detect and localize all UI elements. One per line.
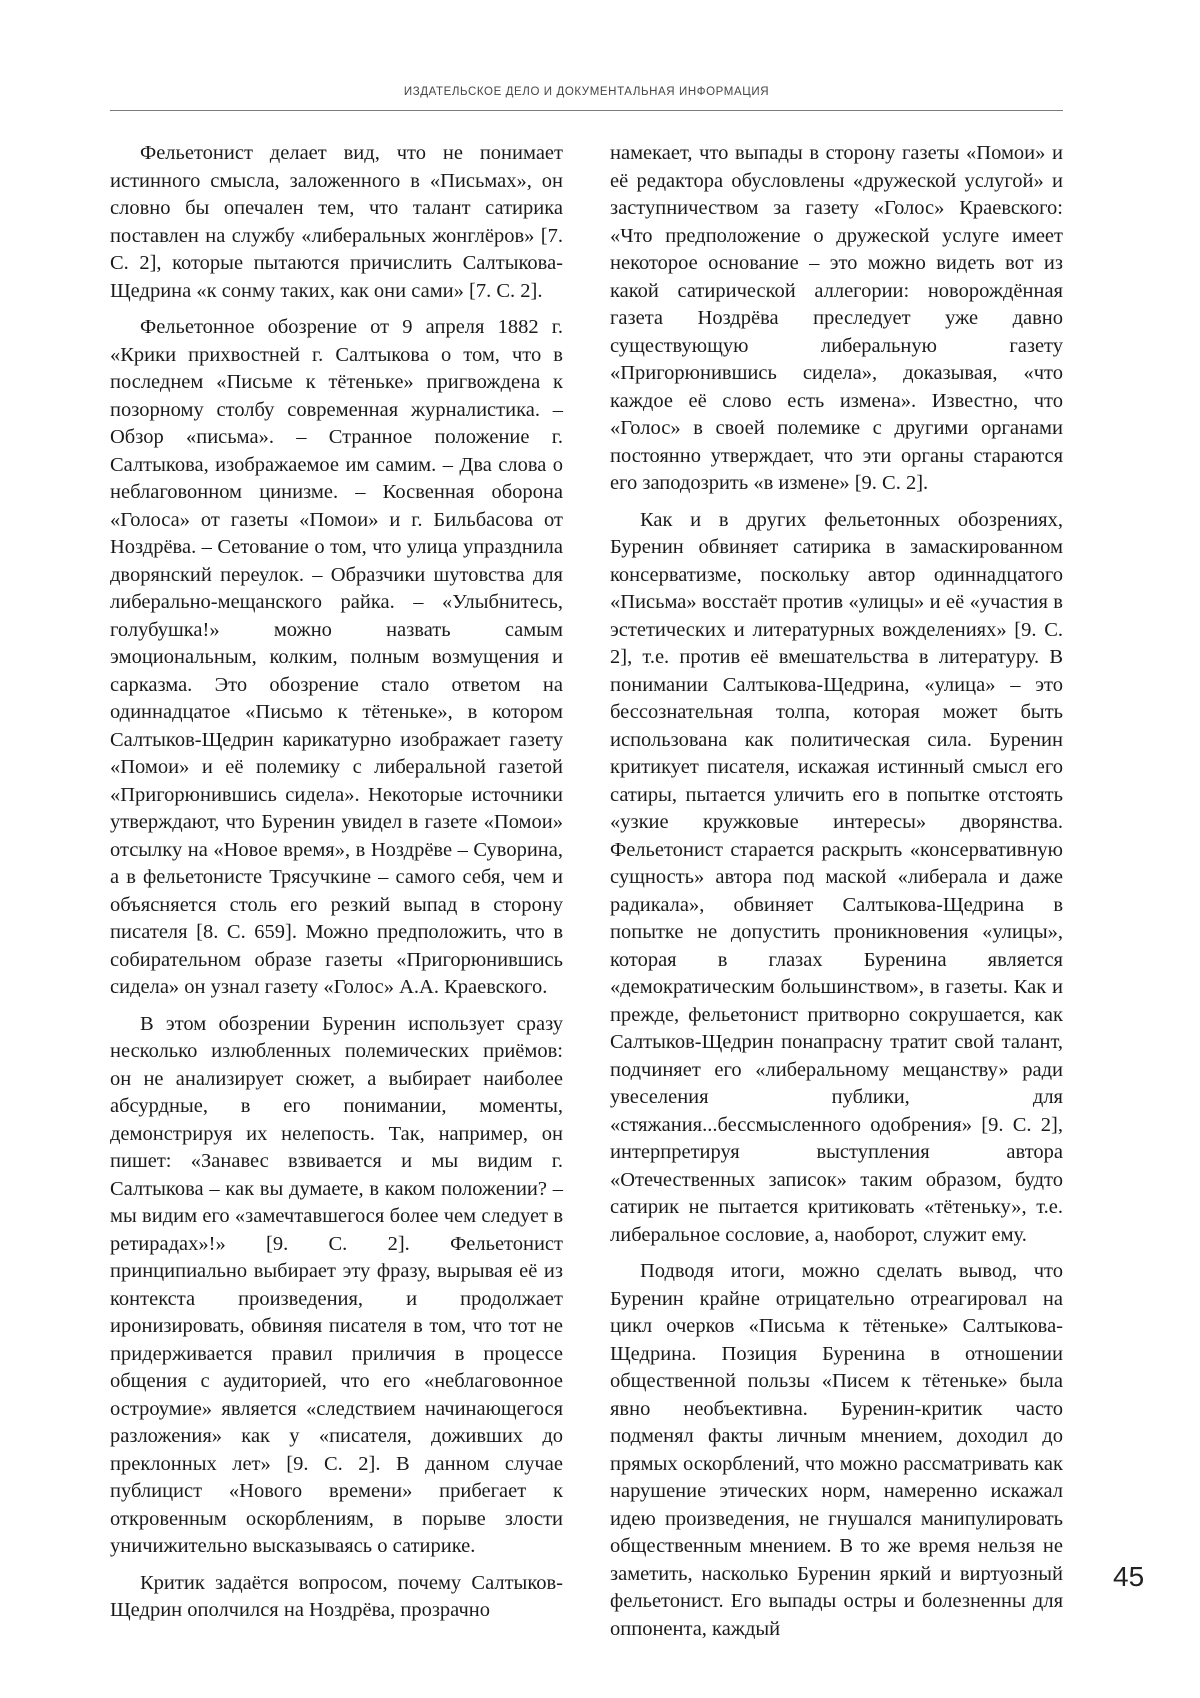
right-column bbox=[610, 140, 1063, 1652]
paragraph: Критик задаётся вопросом, почему Салтыков-Щедрин ополчился на Ноздрёва, прозрачно bbox=[110, 1571, 563, 1621]
paragraph: Подводя итоги, можно сделать вывод, что Буренин крайне отрицательно отреагировал на цикл очерков «Письма к тётеньке» Салтыкова-Щедрина. Позиция Буренина в отношении общественной пользы «Писем к тётеньке» была явно необъективна. Буренин-критик часто подменял факты личным мнением, доходил до прямых оскорблений, что можно рассматривать как нарушение этических норм, намеренно искажал идею произведения, не гнушался манипулировать общественным мнением. В то же время нельзя не заметить, насколько Буренин яркий и виртуозный фельетонист. Его выпады остры и болезненны для оппонента, каждый bbox=[610, 1260, 1063, 1640]
paragraph: Фельетонист делает вид, что не понимает истинного смысла, заложенного в «Письмах», он словно бы опечален тем, что талант сатирика поставлен на службу «либеральных жонглёров» [7. С. 2], которые пытаются причислить Салтыкова-Щедрина «к сонму таких, как они сами» [7. С. 2]. bbox=[110, 142, 563, 302]
paragraph-continued: намекает, что выпады в сторону газеты «Помои» и её редактора обусловлены «дружеской услугой» и заступничеством за газету «Голос» Краевского: «Что предположение о дружеской услуге имеет некоторое основание – это можно видеть вот из какой сатирической аллегории: новорождённая газета Ноздрёва преследует уже давно существующую либеральную газету «Пригорюнившись сидела», доказывая, «что каждое её слово есть измена». Известно, что «Голос» в своей полемике с другими органами постоянно утверждает, что эти органы стараются его заподозрить «в измене» [9. С. 2]. bbox=[610, 142, 1063, 494]
paragraph: В этом обозрении Буренин использует сразу несколько излюбленных полемических приёмов: он не анализирует сюжет, а выбирает наиболее абсурдные, в его понимании, моменты, демонстрируя их нелепость. Так, например, он пишет: «Занавес взвивается и мы видим г. Салтыкова – как вы думаете, в каком положении? – мы видим его «замечтавшегося более чем следует в ретирадах»!» [9. С. 2]. Фельетонист принципиально выбирает эту фразу, вырывая её из контекста произведения, и продолжает иронизировать, обвиняя писателя в том, что тот не придерживается правил приличия в процессе общения с аудиторией, что его «неблаговонное остроумие» является «следствием начинающегося разложения» как у «писателя, доживших до преклонных лет» [9. С. 2]. В данном случае публицист «Нового времени» прибегает к откровенным оскорблениям, в порыве злости уничижительно высказываясь о сатирике. bbox=[110, 1012, 563, 1557]
page-number: 45 bbox=[1113, 1561, 1145, 1592]
header-divider bbox=[110, 110, 1063, 111]
paragraph: Фельетонное обозрение от 9 апреля 1882 г. «Крики прихвостней г. Салтыкова о том, что в последнем «Письме к тётеньке» пригвождена к позорному столбу современная журналистика. – Обзор «письма». – Странное положение г. Салтыкова, изображаемое им самим. – Два слова о неблаговонном цинизме. – Косвенная оборона «Голоса» от газеты «Помои» и г. Бильбасова от Ноздрёва. – Сетование о том, что улица упразднила дворянский переулок. – Образчики шутовства для либерально-мещанского райка. – «Улыбнитесь, голубушка!» можно назвать самым эмоциональным, колким, полным возмущения и сарказма. Это обозрение стало ответом на одиннадцатое «Письмо к тётеньке», в котором Салтыков-Щедрин карикатурно изображает газету «Помои» и её полемику с либеральной газетой «Пригорюнившись сидела». Некоторые источники утверждают, что Буренин увидел в газете «Помои» отсылку на «Новое время», в Ноздрёве – Суворина, а в фельетонисте Трясучкине – самого себя, чем и объясняется столь его резкий выпад в сторону писателя [8. С. 659]. Можно предположить, что в собирательном образе газеты «Пригорюнившись сидела» он узнал газету «Голос» А.А. Краевского. bbox=[110, 316, 563, 998]
left-column bbox=[110, 140, 563, 1634]
paragraph: Как и в других фельетонных обозрениях, Буренин обвиняет сатирика в замаскированном консерватизме, поскольку автор одиннадцатого «Письма» восстаёт против «улицы» и её «участия в эстетических и литературных вожделениях» [9. С. 2], т.е. против её вмешательства в литературу. В понимании Салтыкова-Щедрина, «улица» – это бессознательная толпа, которая может быть использована как политическая сила. Буренин критикует писателя, искажая истинный смысл его сатиры, пытается уличить его в попытке отстоять «узкие кружковые интересы» дворянства. Фельетонист старается раскрыть «консервативную сущность» автора под маской «либерала и даже радикала», обвиняет Салтыкова-Щедрина в попытке не допустить проникновения «улицы», которая в глазах Буренина является «демократическим большинством», в газеты. Как и прежде, фельетонист притворно сокрушается, как Салтыков-Щедрин понапрасну тратит свой талант, подчиняет его «либеральному мещанству» ради увеселения публики, для «стяжания...бессмысленного одобрения» [9. С. 2], интерпретируя выступления автора «Отечественных записок» таким образом, будто сатирик не пытается критиковать «тётеньку», т.е. либеральное сословие, а, наоборот, служит ему. bbox=[610, 508, 1063, 1246]
running-head-title: ИЗДАТЕЛЬСКОЕ ДЕЛО И ДОКУМЕНТАЛЬНАЯ ИНФОРМАЦИЯ bbox=[403, 86, 770, 98]
